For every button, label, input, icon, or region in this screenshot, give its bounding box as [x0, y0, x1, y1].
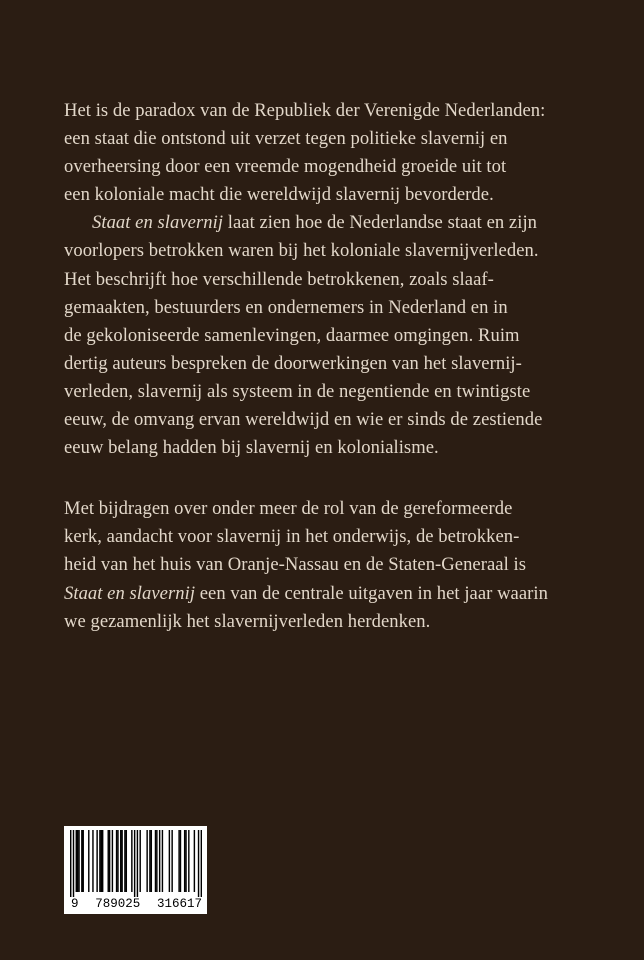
barcode-bar [162, 830, 163, 892]
barcode-bar [201, 830, 202, 897]
barcode-bar [83, 830, 84, 892]
barcode-bar [102, 830, 103, 892]
barcode-bar [180, 830, 181, 892]
barcode-bar [88, 830, 89, 892]
barcode-bar [126, 830, 127, 892]
paragraph-content [64, 209, 604, 462]
barcode-bar [194, 830, 195, 892]
paragraph-gap [64, 462, 604, 495]
text-line: dertig auteurs bespreken de doorwerkingen van het slavernij- [64, 352, 522, 374]
barcode-bar [134, 830, 135, 897]
barcode-bar [149, 830, 150, 892]
barcode-bar [188, 830, 189, 892]
blurb-text [64, 97, 604, 636]
barcode-bar [178, 830, 179, 892]
text-line: Met bijdragen over onder meer de rol van de gereformeerde [64, 498, 513, 520]
barcode-bar [77, 830, 78, 892]
barcode-bar [101, 830, 102, 892]
barcode-bar [120, 830, 121, 892]
barcode-bar [108, 830, 109, 892]
barcode-bar [116, 830, 117, 892]
book-title-italic: Staat en slavernij [92, 212, 224, 234]
barcode-bar [109, 830, 110, 892]
text-line: verleden, slavernij als systeem in de negentiende en twintigste [64, 380, 531, 402]
isbn-digit-group: 316617 [156, 897, 202, 911]
barcode-bar [151, 830, 152, 892]
text-line: Het beschrijft hoe verschillende betrokkenen, zoals slaaf- [64, 268, 494, 290]
text-line: heid van het huis van Oranje-Nassau en de Staten-Generaal is [64, 554, 526, 576]
barcode-bar [198, 830, 199, 897]
barcode-bar [112, 830, 113, 892]
text-line: eeuw, de omvang ervan wereldwijd en wie er sinds de zestiende [64, 409, 543, 431]
barcode-bar [156, 830, 157, 892]
paragraph-intro [64, 97, 604, 209]
barcode-bar [81, 830, 82, 892]
barcode-bar [124, 830, 125, 892]
barcode-bar [121, 830, 122, 892]
text-line: Het is de paradox van de Republiek der Verenigde Nederlanden: [64, 100, 546, 121]
isbn-digit-group: 789025 [95, 897, 141, 911]
barcode-bar [70, 830, 71, 897]
barcode-bar [137, 830, 138, 897]
book-title-italic: Staat en slavernij [64, 582, 196, 604]
text-fragment: een van de centrale uitgaven in het jaar waarin [195, 582, 548, 604]
isbn-digit-group: 9 [71, 897, 79, 911]
barcode-bar [117, 830, 118, 892]
barcode-bar [139, 830, 140, 892]
barcode-bar [99, 830, 100, 892]
barcode-bar [131, 830, 132, 892]
barcode-bar [73, 830, 74, 897]
text-fragment: laat zien hoe de Nederlandse staat en zijn [223, 212, 538, 234]
text-line: een staat die ontstond uit verzet tegen politieke slavernij en [64, 128, 508, 150]
barcode-bar [146, 830, 147, 892]
barcode-bar [155, 830, 156, 892]
barcode-bar [159, 830, 160, 892]
text-line: overheersing door een vreemde mogendheid groeide uit tot [64, 156, 507, 178]
text-line: eeuw belang hadden bij slavernij en kolonialisme. [64, 437, 439, 459]
barcode-bar [171, 830, 172, 892]
text-line [64, 580, 604, 608]
barcode-bar [78, 830, 79, 892]
barcode-bar [185, 830, 186, 892]
barcode-bars [70, 830, 202, 897]
barcode-bar [169, 830, 170, 892]
barcode-bar [92, 830, 93, 892]
text-line: kerk, aandacht voor slavernij in het onderwijs, de betrokken- [64, 526, 520, 548]
text-line: de gekoloniseerde samenlevingen, daarmee omgingen. Ruim [64, 324, 520, 346]
text-line: we gezamenlijk het slavernijverleden herdenken. [64, 610, 431, 632]
isbn-digits [70, 897, 203, 911]
text-line: voorlopers betrokken waren bij het koloniale slavernijverleden. [64, 240, 539, 262]
barcode-bar [76, 830, 77, 892]
barcode-bar [96, 830, 97, 892]
isbn-barcode [64, 826, 207, 914]
text-line: een koloniale macht die wereldwijd slavernij bevorderde. [64, 184, 494, 206]
paragraph-contributions [64, 495, 604, 635]
text-line [64, 209, 604, 237]
barcode-bar [184, 830, 185, 892]
text-line: gemaakten, bestuurders en ondernemers in Nederland en in [64, 296, 508, 318]
